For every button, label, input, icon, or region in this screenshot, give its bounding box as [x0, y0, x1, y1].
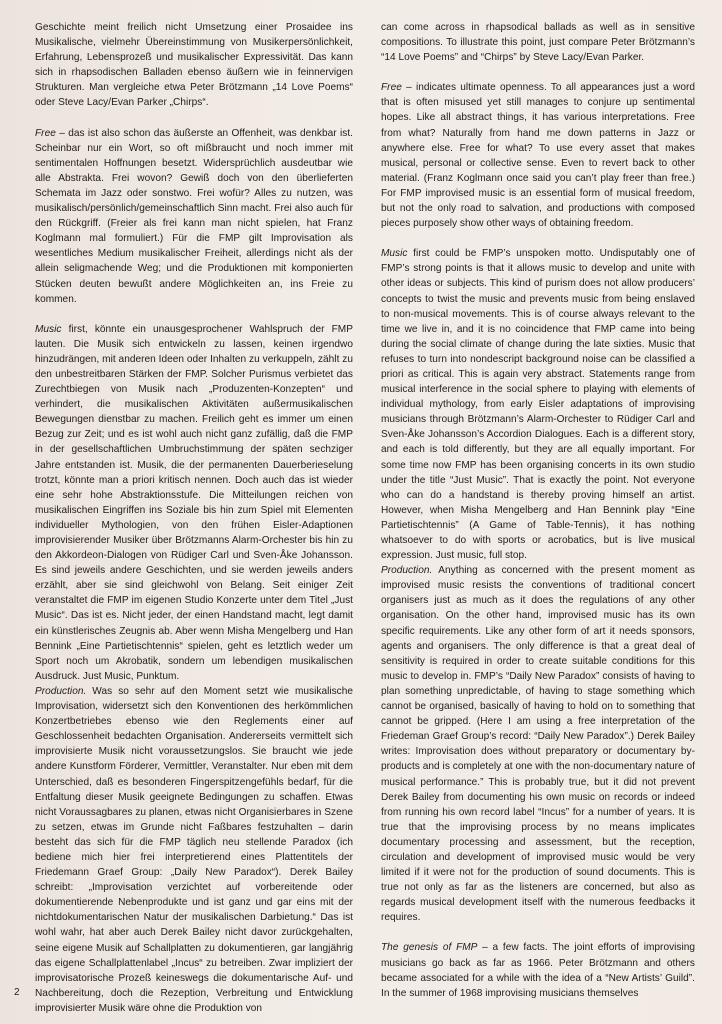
- paragraph-text: first, könnte ein unausgesprochener Wahlspruch der FMP lauten. Die Musik sich entwickeln zu lassen, keinen irgendwo hinzudrängen, mit anderen Ideen oder Inhalten zu verkuppeln, zählt zu den unbestreitbaren Stärken der FMP. Solcher Purismus verbietet das Zurechtbiegen von Musik nach „Produzenten-Konzepten“ und verhindert, die musikalischen Aktivitäten außermusikalischen Bewegungen dienstbar zu machen. Freilich geht es immer um einen Bezug zur Zeit; und es ist wohl auch nicht ganz zufällig, daß die FMP in der gesellschaftlichen Umbruchstimmung der späten sechziger Jahre entstanden ist. Musik, die der permanenten Dauerberieselung trotzt, könnte man a priori kritisch nennen. Doch auch das ist wieder eine sehr hohe Abstraktionsstufe. Die Mitteilungen reichen von musikalischen Eingriffen ins Soziale bis hin zum Spiel mit Elementen individueller Mythologien, von den frühen Eisler-Adaptionen improvisierender Musiker über Brötzmanns Alarm-Orchester bis hin zu den Akkordeon-Dialogen von Rüdiger Carl und Sven-Åke Johansson. Es sind jeweils andere Geschichten, und sie werden jeweils anders erzählt, aber sie sind gleichwohl von Belang. Seit einiger Zeit veranstaltet die FMP im eigenen Studio Konzerte unter dem Titel „Just Music“. Das ist es. Nicht jeder, der einen Handstand macht, legt damit ein künstlerisches Zeugnis ab. Aber wenn Misha Mengelberg und Han Bennink „Eine Partietischtennis“ spielen, geht es letztlich weder um Sport noch um Akrobatik, sondern um lebendigen musikalischen Ausdruck. Just Music, Punktum.: [35, 323, 353, 682]
- paragraph-text: – indicates ultimate openness. To all appearances just a word that is often misused yet still manages to conjure up sentimental hopes. Like all abstract things, it has various interpretations. Free from what? Naturally from hand me down patterns in Jazz or anywhere else. Free for what? To use every asset that makes musical, personal or collective sense. Even to revert back to other material. (Franz Koglmann once said you can’t play freer than free.) For FMP improvised music is an essential form of musical freedom, but not the only road to salvation, and productions with composed pieces purposely show other ways of obtaining freedom.: [381, 82, 695, 230]
- paragraph-text: Geschichte meint freilich nicht Umsetzung einer Prosaidee ins Musikalische, vielmehr Übereinstimmung von Musikerpersönlichkeit, Erfahrung, Lebensprozeß und musikalischer Expressivität. Das kann sich in rhapsodischen Balladen ebenso äußern wie in feinnervigen Strukturen. Man vergleiche etwa Peter Brötzmann „14 Love Poems“ oder Steve Lacy/Evan Parker „Chirps“.: [35, 22, 353, 109]
- paragraph-keyword: Free: [381, 82, 402, 94]
- paragraph-text: – a few facts. The joint efforts of improvising musicians go back as far as 1966. Peter Brötzmann and others became associated for a while with the idea of a “New Artists’ Guild”. In the summer of 1968 improvising musicians themselves: [381, 942, 695, 999]
- page-number: 2: [14, 987, 20, 998]
- paragraph-genesis: [381, 940, 695, 1000]
- paragraph-text: Anything as concerned with the present moment as improvised music resists the conventions of traditional concert organisers just as much as it does the regulations of any other organisation. On the other hand, improvised music has its own specific requirements. Like any other form of art it needs sponsors, agents and organisers. The only difference is that a great deal of sensitivity is required in order to create suitable conditions for this music to develop in. FMP’s “Daily New Paradox” consists of having to plan something unpredictable, of having to stage something which cannot be organised, basically of having to hold on to something that cannot be gripped. (Here I am using a free interpretation of the Friedeman Graef Group’s record: “Daily New Paradox”.) Derek Bailey writes: Improvisation does without preparatory or documentary by-products and is completely at one with the non-documentary nature of musical performance.” This is probably true, but it did not prevent Derek Bailey from documenting his own music on records or indeed from running his own record label “Incus” for a number of years. It is true that the improvising process by no means implicates documentary processing and assessment, but the reception, circulation and development of improvised music would be very limited if it were not for the production of sound documents. This is true not only as far as the listeners are concerned, but also as regards musical development itself with the numerous feedbacks it requires.: [381, 565, 695, 924]
- paragraph-keyword: The genesis of FMP: [381, 942, 478, 954]
- left-column-german: [35, 20, 353, 1016]
- paragraph-intro: [35, 20, 353, 111]
- paragraph-text: Was so sehr auf den Moment setzt wie musikalische Improvisation, widersetzt sich den Konventionen des herkömmlichen Konzertbetriebes ebenso wie den Reglements einer auf Geschlossenheit bedachten Organisation. Andererseits vermittelt sich improvisierte Musik nicht voraussetzungslos. Sie braucht wie jede andere Kunstform Förderer, Vermittler, Veranstalter. Nur eben mit dem Unterschied, daß es besonderen Fingerspitzengefühls bedarf, für die Entfaltung dieser Musik geeignete Bedingungen zu schaffen. Etwas nicht Voraussagbares zu planen, etwas nicht Organisierbares in Szene zu setzen, etwas im Grunde nicht Faßbares festzuhalten – darin besteht das sich für die FMP täglich neu stellende Paradox (ich bediene mich hier frei interpretierend eines Plattentitels der Friedemann Graef Group: „Daily New Paradox“). Derek Bailey schreibt: „Improvisation verzichtet auf vorbereitende oder dokumentierende Nebenprodukte und ist ganz und gar eins mit der nichtdokumentarischen Natur der musikalischen Darbietung.“ Das ist wohl wahr, hat aber auch Derek Bailey nicht davor zurückgehalten, seine eigene Musik auf Schallplatten zu dokumentieren, gar langjährig das eigene Schallplattenlabel „Incus“ zu betreiben. Zwar impliziert der improvisatorische Prozeß keineswegs die dokumentarische Auf- und Nachbereitung, doch die Rezeption, Verbreitung und Entwicklung improvisierter Musik wäre ohne die Produktion von: [35, 685, 353, 1014]
- paragraph-production: [35, 684, 353, 1016]
- paragraph-music: [381, 246, 695, 563]
- paragraph-text: – das ist also schon das äußerste an Offenheit, was denkbar ist. Scheinbar nur ein Wort, so oft mißbraucht und noch immer mit sentimentalen Hoffnungen besetzt. Widersprüchlich ausdeutbar wie alle Abstrakta. Frei wovon? Gewiß doch von den überlieferten Schemata im Jazz oder sonstwo. Frei wofür? Alles zu nutzen, was musikalisch/persönlich/gemeinschaftlich Sinn macht. Frei also auch für den Rückgriff. (Freier als frei kann man nicht spielen, hat Franz Koglmann mal formuliert.) Für die FMP gilt Improvisation als wesentliches Medium musikalischer Freiheit, allerdings nicht als der allein seligmachende Weg; und die Produktionen mit komponierten Stücken deuten bewußt andere Möglichkeiten an, ins Freie zu kommen.: [35, 127, 353, 305]
- paragraph-keyword: Production.: [35, 685, 87, 697]
- paragraph-keyword: Free: [35, 127, 56, 139]
- paragraph-free: [381, 80, 695, 231]
- paragraph-text: first could be FMP’s unspoken motto. Undisputably one of FMP’s strong points is that it allows music to develop and unite with other ideas or subjects. This kind of purism does not allow producers’ concepts to twist the music and prevents music from being enslaved to non-musical movements. This is of course always relevant to the time we live in, and it is no coincidence that FMP came into being during the social climate of change during the late sixties. Music that refuses to turn into nondescript background noise can be classified a priori as critical. This is again very abstract. Statements range from musical interference in the social sphere to playing with elements of individual mythology, from early Eisler adaptations of improvising musicians through Brötzmann’s Alarm-Orchester to Rüdiger Carl and Sven-Åke Johansson’s Accordion Dialogues. Each is a different story, and each is told differently, but they are all equally important. For some time now FMP has been organising concerts in its own studio under the title “Just Music”. That is exactly the point. Not everyone who can do a handstand is thereby proving himself an artist. However, when Misha Mengelberg and Han Bennink play “Eine Partietischtennis” (A Game of Table-Tennis), it has nothing whatsoever to do with sports or acrobatics, but is live musical expression. Just music, full stop.: [381, 248, 695, 562]
- paragraph-text: can come across in rhapsodical ballads as well as in sensitive compositions. To illustrate this point, just compare Peter Brötzmann’s “14 Love Poems” and “Chirps” by Steve Lacy/Evan Parker.: [381, 22, 695, 64]
- paragraph-free: [35, 126, 353, 307]
- paragraph-music: [35, 322, 353, 684]
- paragraph-keyword: Music: [381, 248, 408, 260]
- paragraph-keyword: Music: [35, 323, 62, 335]
- paragraph-intro: [381, 20, 695, 65]
- paragraph-keyword: Production.: [381, 565, 433, 577]
- paragraph-production: [381, 563, 695, 925]
- right-column-english: [381, 20, 695, 1001]
